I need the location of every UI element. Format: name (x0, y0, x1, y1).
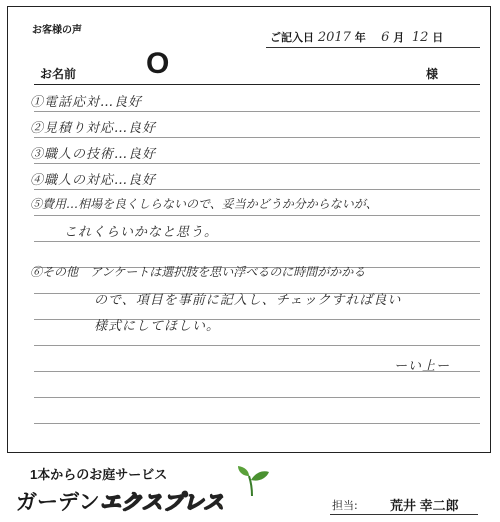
ruled-line (34, 215, 480, 216)
date-year-unit: 年 (354, 31, 366, 44)
survey-sheet (7, 6, 491, 453)
staff-name: 荒井 幸二郎 (390, 498, 459, 513)
brand-logo (16, 486, 224, 516)
ruled-line (34, 137, 480, 138)
comment-other-cont2: 様式にしてほしい。 (94, 319, 221, 334)
comment-cost: ⑤費用…相場を良くしらないので、妥当かどうか分からないが、 (30, 197, 378, 211)
ruled-line (34, 397, 480, 398)
name-value: O (146, 47, 170, 80)
brand-prefix: ガーデン (16, 491, 100, 514)
sprout-logo-icon (236, 466, 270, 496)
ruled-line (34, 189, 480, 190)
honorific: 様 (426, 67, 439, 81)
comment-estimate: ②見積り対応…良好 (30, 121, 157, 136)
entry-date (270, 29, 443, 45)
ruled-line (34, 345, 480, 346)
comment-manner: ④職人の対応…良好 (30, 173, 157, 188)
name-label: お名前 (40, 67, 77, 81)
name-underline (34, 84, 480, 85)
comment-skill: ③職人の技術…良好 (30, 147, 157, 162)
date-day-unit: 日 (432, 31, 444, 44)
date-month: 6 (381, 30, 390, 45)
ruled-line (34, 111, 480, 112)
footer-tagline: 1本からのお庭サービス (30, 467, 168, 482)
comment-cost-cont: これくらいかなと思う。 (64, 225, 219, 240)
brand-accent: エクスプレス (99, 491, 224, 514)
ruled-line (34, 423, 480, 424)
date-year: 2017 (317, 30, 351, 45)
ruled-line (34, 241, 480, 242)
date-month-unit: 月 (393, 31, 405, 44)
comment-other: ⑥その他 アンケートは選択肢を思い浮べるのに時間がかかる (30, 265, 366, 279)
staff-underline (330, 514, 478, 515)
date-prefix: ご記入日 (270, 31, 314, 44)
staff-label: 担当: (332, 499, 358, 512)
date-day: 12 (411, 30, 429, 45)
comment-other-cont1: ので、項目を事前に記入し、チェックすれば良い (94, 293, 402, 308)
comment-phone: ①電話応対…良好 (30, 95, 143, 110)
date-underline (266, 47, 480, 48)
header-label: お客様の声 (32, 25, 82, 36)
comment-end-mark: ーい上ー (394, 359, 451, 374)
ruled-line (34, 163, 480, 164)
